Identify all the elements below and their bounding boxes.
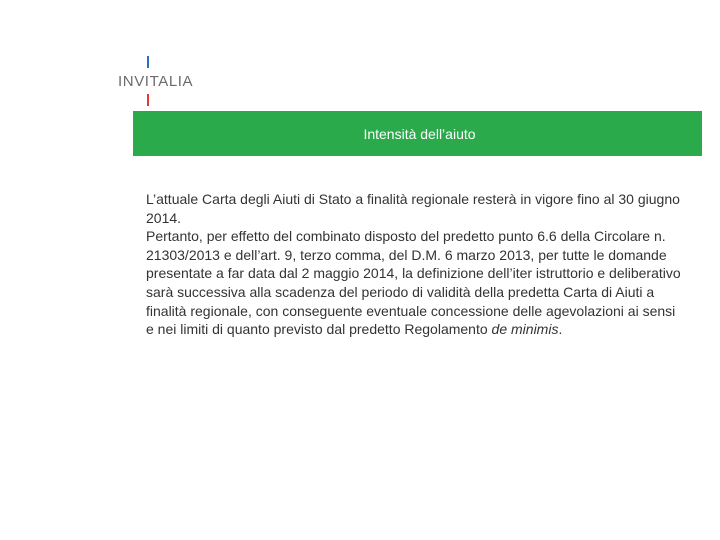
de-minimis-term: de minimis	[491, 321, 559, 338]
paragraph-end-period: .	[558, 321, 563, 338]
logo-wordmark: INVITALIA	[118, 73, 194, 90]
paragraph-validity: L’attuale Carta degli Aiuti di Stato a finalità regionale resterà in vigore fino al 30 giugno 2014.	[146, 191, 680, 226]
page-title: Intensità dell’aiuto	[363, 125, 476, 142]
invitalia-logo	[118, 56, 202, 106]
paragraph-procedure	[146, 227, 686, 339]
logo-blue-bar	[147, 56, 149, 68]
body-text	[146, 190, 686, 339]
paragraph-procedure-text: Pertanto, per effetto del combinato disposto del predetto punto 6.6 della Circolare n. 21303/2013 e dell’art. 9, terzo comma, del D.M. 6 marzo 2013, per tutte le domande presentate a far data dal 2 maggio 2014, la definizione dell’iter istruttorio e deliberativo sarà successiva alla scadenza del periodo di validità della predetta Carta di Aiuti a finalità regionale, con conseguente eventuale concessione delle agevolazioni ai sensi e nei limiti di quanto previsto dal predetto Regolamento	[146, 228, 681, 338]
logo-red-bar	[147, 94, 149, 106]
title-banner	[133, 111, 702, 156]
